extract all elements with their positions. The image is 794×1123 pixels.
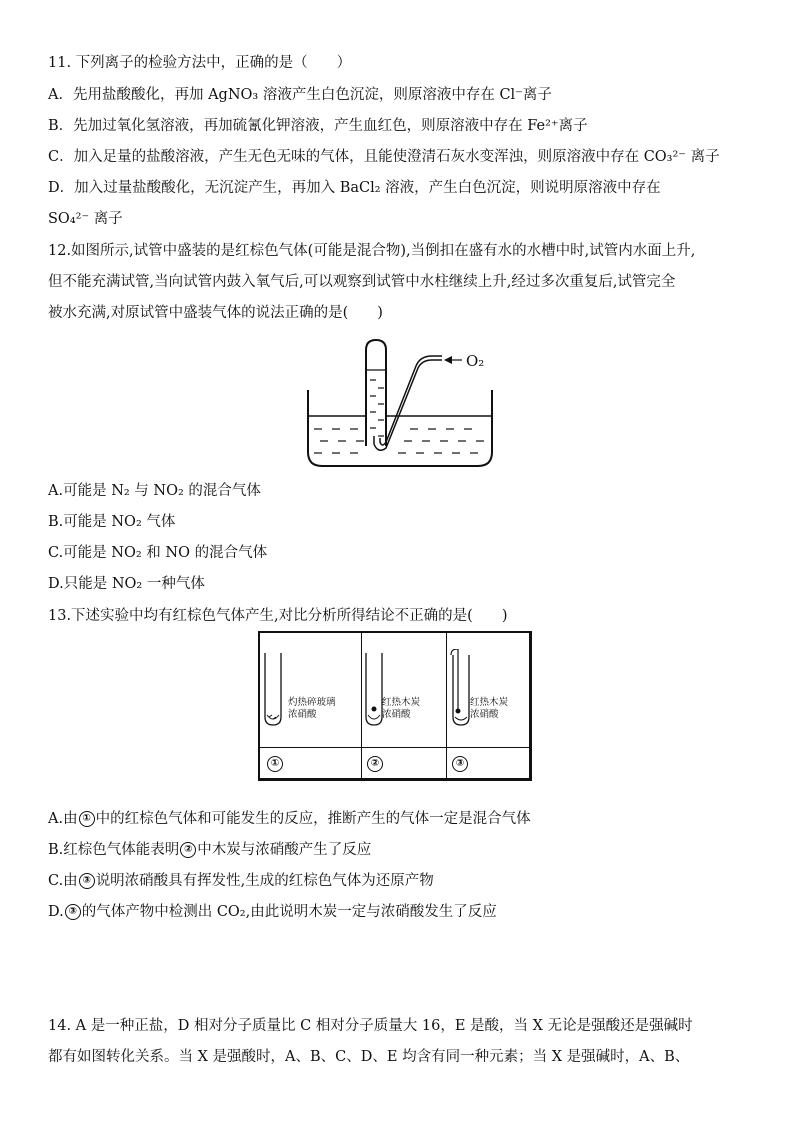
- q13-b-ref: ②: [180, 842, 196, 858]
- q13-cell1-label-1: 灼热碎玻璃: [288, 697, 336, 708]
- q12-option-a: A.可能是 N₂ 与 NO₂ 的混合气体: [48, 483, 261, 499]
- q14-line-1: 14. A 是一种正盐，D 相对分子质量比 C 相对分子质量大 16，E 是酸，当 X 无论是强酸还是强碱时: [48, 1018, 693, 1034]
- q14-line-2: 都有如图转化关系。当 X 是强酸时，A、B、C、D、E 均含有同一种元素；当 X 是强碱时，A、B、: [48, 1049, 690, 1065]
- q13-d-ref: ③: [65, 904, 81, 920]
- q13-stem: 13.下述实验中均有红棕色气体产生,对比分析所得结论不正确的是( ): [48, 608, 508, 624]
- q11-option-d: D．加入过量盐酸酸化，无沉淀产生，再加入 BaCl₂ 溶液，产生白色沉淀，则说明原溶液中存在: [48, 180, 661, 196]
- q12-stem-2: 但不能充满试管,当向试管内鼓入氧气后,可以观察到试管中水柱继续上升,经过多次重复后,试管完全: [48, 274, 676, 290]
- q13-cell3-label-2: 浓硝酸: [470, 709, 499, 720]
- q13-cell3-number: ③: [452, 756, 468, 772]
- q13-c-ref: ③: [79, 873, 95, 889]
- q12-option-c: C.可能是 NO₂ 和 NO 的混合气体: [48, 545, 268, 561]
- q12-stem-3: 被水充满,对原试管中盛装气体的说法正确的是( ): [48, 305, 383, 321]
- q11-option-d-cont: SO₄²⁻ 离子: [48, 211, 123, 227]
- q11-option-a: A．先用盐酸酸化，再加 AgNO₃ 溶液产生白色沉淀，则原溶液中存在 Cl⁻离子: [48, 87, 552, 103]
- q13-option-d: D. ③ 的气体产物中检测出 CO₂,由此说明木炭一定与浓硝酸发生了反应: [48, 904, 497, 920]
- q13-experiment-table: [258, 631, 532, 781]
- q12-stem-1: 12.如图所示,试管中盛装的是红棕色气体(可能是混合物),当倒扣在盛有水的水槽中时,试管内水面上升,: [48, 243, 696, 259]
- q11-stem: 11. 下列离子的检验方法中，正确的是（ ）: [48, 55, 352, 71]
- q13-option-a: A.由 ① 中的红棕色气体和可能发生的反应，推断产生的气体一定是混合气体: [48, 811, 531, 827]
- test-tube-1: [262, 653, 284, 727]
- q12-option-d: D.只能是 NO₂ 一种气体: [48, 576, 205, 592]
- q11-option-c: C．加入足量的盐酸溶液，产生无色无味的气体，且能使澄清石灰水变浑浊，则原溶液中存在 CO₃²⁻ 离子: [48, 149, 720, 165]
- q11-option-b: B．先加过氧化氢溶液，再加硫氰化钾溶液，产生血红色，则原溶液中存在 Fe²⁺离子: [48, 118, 588, 134]
- q13-cell2-number: ②: [367, 756, 383, 772]
- q13-a-ref: ①: [79, 811, 95, 827]
- q12-figure-label: O₂: [466, 352, 485, 370]
- q13-cell1-number: ①: [267, 756, 283, 772]
- q13-option-b: B.红棕色气体能表明 ② 中木炭与浓硝酸产生了反应: [48, 842, 372, 858]
- q12-option-b: B.可能是 NO₂ 气体: [48, 514, 176, 530]
- q13-option-c: C.由 ③ 说明浓硝酸具有挥发性,生成的红棕色气体为还原产物: [48, 873, 434, 889]
- q13-cell2-label-1: 红热木炭: [382, 697, 421, 708]
- q13-cell1-label-2: 浓硝酸: [288, 709, 317, 720]
- q13-cell2-label-2: 浓硝酸: [382, 709, 411, 720]
- q13-cell3-label-1: 红热木炭: [470, 697, 509, 708]
